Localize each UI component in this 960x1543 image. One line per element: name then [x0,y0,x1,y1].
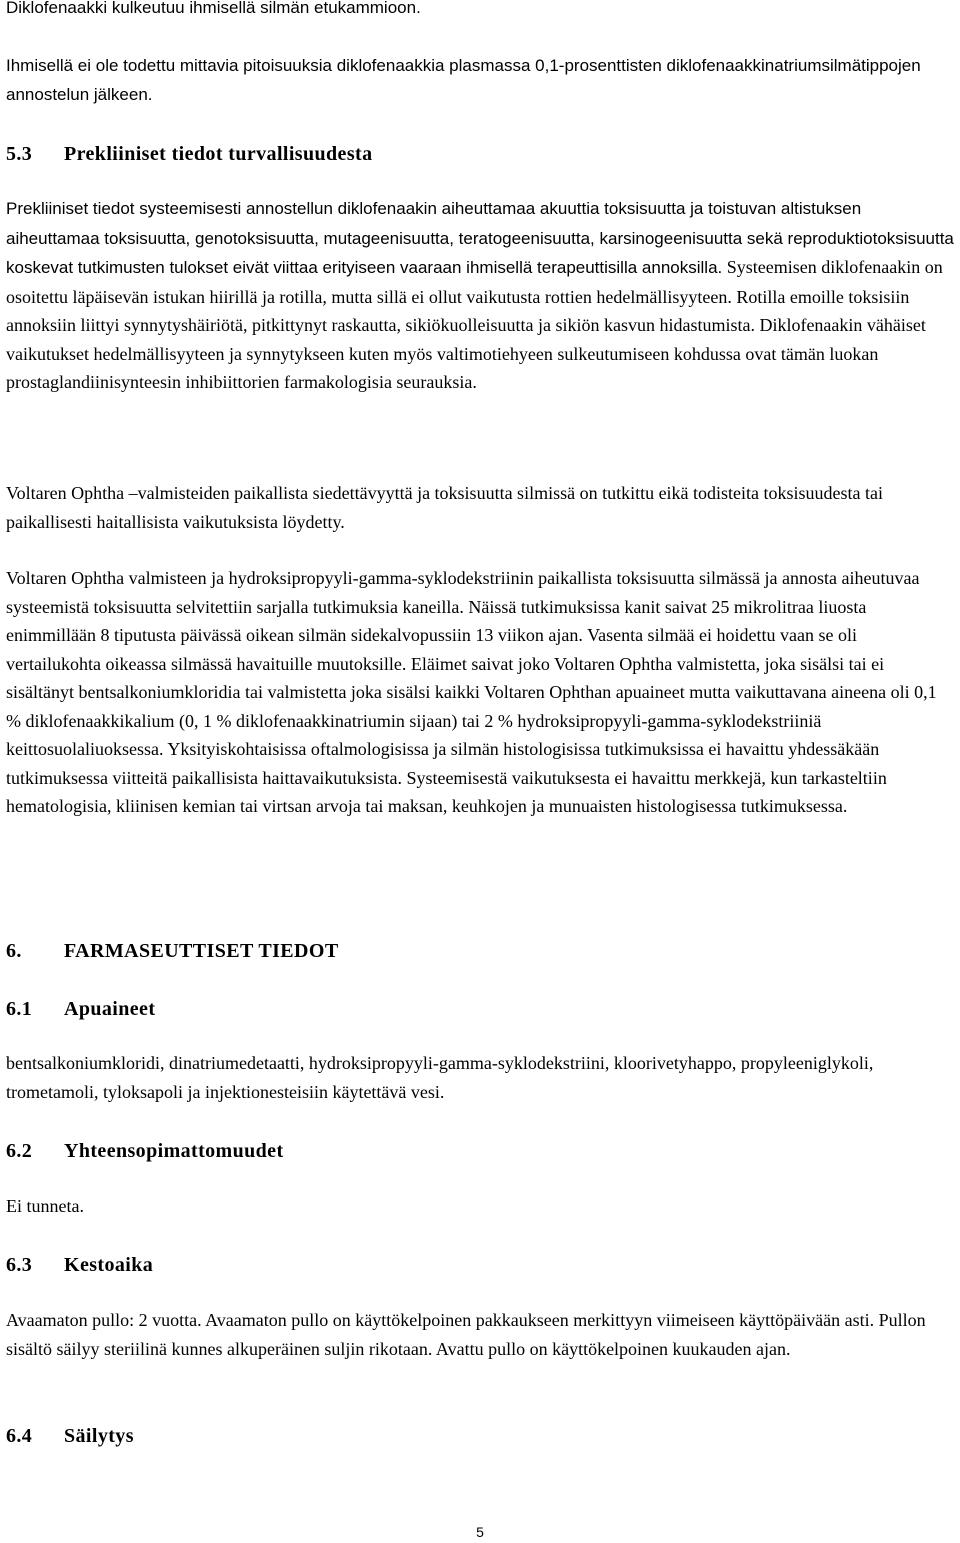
section-5-3-heading [6,142,372,166]
section-number: 6. [6,940,22,962]
section-title: Säilytys [64,1425,134,1447]
section-5-3-paragraph-1 [6,194,956,397]
section-title: Apuaineet [64,998,156,1020]
section-title: Yhteensopimattomuudet [64,1140,284,1162]
section-number: 5.3 [6,143,33,165]
intro-paragraph: Ihmisellä ei ole todettu mittavia pitoisuuksia diklofenaakkia plasmassa 0,1-prosenttisten diklofenaakkinatriumsilmätippojen annostelun jälkeen. [6,56,921,104]
page-number: 5 [476,1524,484,1540]
section-6-1-heading [6,997,155,1021]
section-number: 6.2 [6,1140,33,1162]
section-number: 6.3 [6,1254,33,1276]
section-title: FARMASEUTTISET TIEDOT [64,940,339,962]
paragraph-sans-part: Prekliiniset tiedot systeemisesti annostellun diklofenaakin aiheuttamaa akuuttia toksisuutta ja toistuvan altistuksen aiheuttamaa toksisuutta, genotoksisuutta, mutageenisuutta, teratogeenisuutta, karsinogeenisuutta sekä reproduktiotoksisuutta koskevat tutkimusten tulokset eivät viittaa erityiseen vaaraan ihmisellä terapeuttisilla annoksilla. [6,199,954,277]
section-6-3-body: Avaamaton pullo: 2 vuotta. Avaamaton pullo on käyttökelpoinen pakkaukseen merkittyyn viimeiseen käyttöpäivään asti. Pullon sisältö säilyy steriilinä kunnes alkuperäinen suljin rikotaan. Avattu pullo on käyttökelpoinen kuukauden ajan. [6,1310,926,1359]
intro-line: Diklofenaakki kulkeutuu ihmisellä silmän etukammioon. [6,0,421,17]
section-number: 6.4 [6,1425,33,1447]
section-6-2-heading [6,1139,284,1163]
section-title: Kestoaika [64,1254,154,1276]
section-6-1-body: bentsalkoniumkloridi, dinatriumedetaatti, hydroksipropyyli-gamma-syklodekstriini, kloorivetyhappo, propyleeniglykoli, trometamoli, tyloksapoli ja injektionesteisiin käytettävä vesi. [6,1053,874,1102]
section-6-heading [6,939,339,963]
paragraph-serif-part: Systeemisen diklofenaakin on osoitettu läpäisevän istukan hiirillä ja rotilla, mutta sillä ei ollut vaikutusta rottien hedelmällisyyteen. Rotilla emoille toksisiin annoksiin liittyi synnytyshäiriötä, pitkittynyt raskautta, sikiökuolleisuutta ja sikiön kasvun hidastumista. Diklofenaakin vähäiset vaikutukset hedelmällisyyteen ja synnytykseen kuten myös valtimotiehyeen sulkeutumiseen kohdussa ovat tämän luokan prostaglandiinisynteesin inhibiittorien farmakologisia seurauksia. [6,257,943,392]
section-title: Prekliiniset tiedot turvallisuudesta [64,143,373,165]
section-5-3-paragraph-2: Voltaren Ophtha –valmisteiden paikallista siedettävyyttä ja toksisuutta silmissä on tutkittu eikä todisteita toksisuudesta tai paikallisesti haitallisista vaikutuksista löydetty. [6,483,884,532]
section-number: 6.1 [6,998,33,1020]
section-6-2-body: Ei tunneta. [6,1196,84,1216]
section-6-4-heading [6,1424,134,1448]
section-5-3-paragraph-3: Voltaren Ophtha valmisteen ja hydroksipropyyli-gamma-syklodekstriinin paikallista toksisuutta silmässä ja annosta aiheutuvaa systeemistä toksisuutta selvitettiin sarjalla tutkimuksia kaneilla. Näissä tutkimuksissa kanit saivat 25 mikrolitraa liuosta enimmillään 8 tiputusta päivässä oikean silmän sidekalvopussiin 13 viikon ajan. Vasenta silmää ei hoidettu vaan se oli vertailukohta oikeassa silmässä havaituille muutoksille. Eläimet saivat joko Voltaren Ophtha valmistetta, joka sisälsi tai ei sisältänyt bentsalkoniumkloridia tai valmistetta joka sisälsi kaikki Voltaren Ophthan apuaineet mutta vaikuttavana aineena oli 0,1 % diklofenaakkikalium (0, 1 % diklofenaakkinatriumin sijaan) tai 2 % hydroksipropyyli-gamma-syklodekstriiniä keittosuolaliuoksessa. Yksityiskohtaisissa oftalmologisissa ja silmän histologisissa tutkimuksissa ei havaittu yhdessäkään tutkimuksessa viitteitä paikallisista haittavaikutuksista. Systeemisestä vaikutuksesta ei havaittu merkkejä, kun tarkasteltiin hematologisia, kliinisen kemian tai virtsan arvoja tai maksan, keuhkojen ja munuaisten histologisessa tutkimuksessa. [6,568,937,816]
section-6-3-heading [6,1253,153,1277]
